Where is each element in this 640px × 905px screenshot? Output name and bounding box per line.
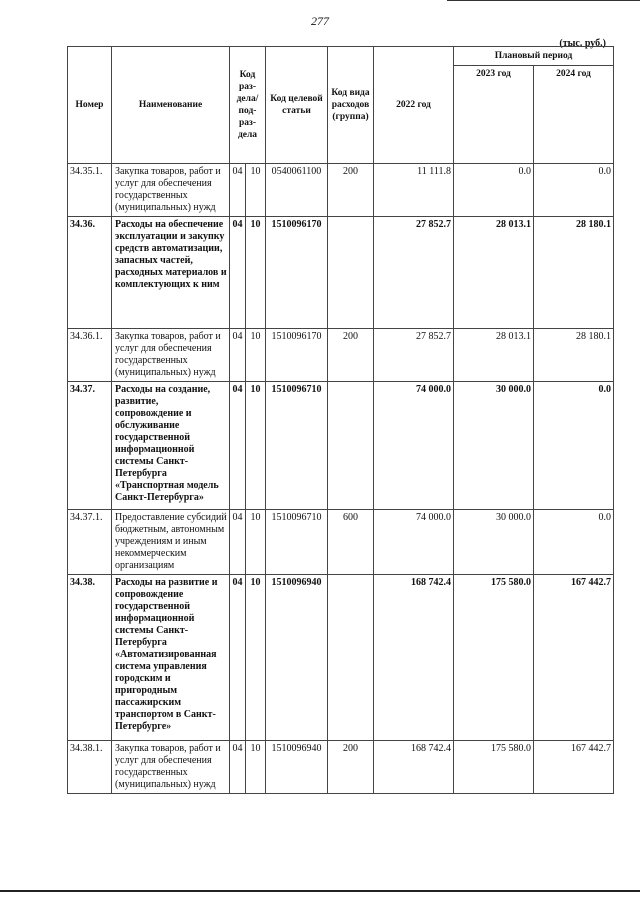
header-expense: Код вида расходов (группа) [328, 47, 374, 164]
row-number: 34.37.1. [68, 510, 112, 575]
header-name: Наименование [112, 47, 230, 164]
row-number: 34.35.1. [68, 164, 112, 217]
row-target: 1510096170 [266, 329, 328, 382]
row-section: 04 [230, 575, 246, 741]
row-target: 1510096940 [266, 741, 328, 794]
row-amount-2024: 0.0 [534, 382, 614, 510]
row-number: 34.38.1. [68, 741, 112, 794]
row-amount-2024: 167 442.7 [534, 741, 614, 794]
row-amount-2024: 0.0 [534, 164, 614, 217]
row-number: 34.36.1. [68, 329, 112, 382]
table-row [68, 164, 614, 217]
row-section: 04 [230, 329, 246, 382]
page-number: 277 [311, 14, 329, 28]
row-name: Расходы на обеспечение эксплуатации и закупку средств автоматизации, запасных частей, расходных материалов и комплектующих к ним [112, 217, 230, 329]
header-section: Код раз-дела/ под-раз-дела [230, 47, 266, 164]
budget-table [67, 46, 614, 794]
row-subsection: 10 [246, 741, 266, 794]
row-target: 0540061100 [266, 164, 328, 217]
row-amount-2022: 74 000.0 [374, 382, 454, 510]
header-2022: 2022 год [374, 47, 454, 164]
table-row [68, 217, 614, 329]
header-2024: 2024 год [534, 66, 614, 164]
table-row [68, 575, 614, 741]
table-row [68, 382, 614, 510]
row-amount-2023: 0.0 [454, 164, 534, 217]
row-amount-2022: 27 852.7 [374, 217, 454, 329]
row-amount-2024: 167 442.7 [534, 575, 614, 741]
row-amount-2022: 74 000.0 [374, 510, 454, 575]
row-amount-2022: 168 742.4 [374, 575, 454, 741]
row-name: Закупка товаров, работ и услуг для обеспечения государственных (муниципальных) нужд [112, 741, 230, 794]
row-number: 34.36. [68, 217, 112, 329]
row-subsection: 10 [246, 217, 266, 329]
row-amount-2023: 175 580.0 [454, 741, 534, 794]
row-expense-type: 200 [328, 741, 374, 794]
table-row [68, 741, 614, 794]
row-subsection: 10 [246, 382, 266, 510]
row-expense-type [328, 575, 374, 741]
row-expense-type [328, 382, 374, 510]
row-section: 04 [230, 164, 246, 217]
row-amount-2022: 168 742.4 [374, 741, 454, 794]
row-subsection: 10 [246, 329, 266, 382]
row-amount-2023: 175 580.0 [454, 575, 534, 741]
row-section: 04 [230, 382, 246, 510]
bottom-rule [0, 890, 640, 892]
row-name: Закупка товаров, работ и услуг для обеспечения государственных (муниципальных) нужд [112, 164, 230, 217]
table-row [68, 510, 614, 575]
row-amount-2023: 28 013.1 [454, 217, 534, 329]
header-number: Номер [68, 47, 112, 164]
row-amount-2022: 11 111.8 [374, 164, 454, 217]
row-target: 1510096940 [266, 575, 328, 741]
row-section: 04 [230, 741, 246, 794]
units-label: (тыс. руб.) [559, 38, 606, 49]
row-name: Расходы на развитие и сопровождение государственной информационной системы Санкт-Петербурга «Автоматизированная система управления городским и пригородным пассажирским транспортом в Санкт-Петербурге» [112, 575, 230, 741]
table-row [68, 329, 614, 382]
row-target: 1510096710 [266, 510, 328, 575]
header-target: Код целевой статьи [266, 47, 328, 164]
row-number: 34.37. [68, 382, 112, 510]
top-rule [447, 0, 640, 1]
row-expense-type: 600 [328, 510, 374, 575]
row-expense-type [328, 217, 374, 329]
row-name: Расходы на создание, развитие, сопровождение и обслуживание государственной информационной системы Санкт-Петербурга «Транспортная модель Санкт-Петербурга» [112, 382, 230, 510]
row-expense-type: 200 [328, 164, 374, 217]
row-amount-2023: 28 013.1 [454, 329, 534, 382]
row-amount-2024: 28 180.1 [534, 217, 614, 329]
row-subsection: 10 [246, 164, 266, 217]
header-planned: Плановый период [454, 47, 614, 66]
header-2023: 2023 год [454, 66, 534, 164]
row-amount-2023: 30 000.0 [454, 382, 534, 510]
row-target: 1510096710 [266, 382, 328, 510]
row-amount-2024: 0.0 [534, 510, 614, 575]
row-amount-2023: 30 000.0 [454, 510, 534, 575]
row-target: 1510096170 [266, 217, 328, 329]
row-section: 04 [230, 217, 246, 329]
row-amount-2024: 28 180.1 [534, 329, 614, 382]
row-subsection: 10 [246, 510, 266, 575]
row-name: Предоставление субсидий бюджетным, автономным учреждениям и иным некоммерческим организациям [112, 510, 230, 575]
row-amount-2022: 27 852.7 [374, 329, 454, 382]
row-section: 04 [230, 510, 246, 575]
row-expense-type: 200 [328, 329, 374, 382]
row-subsection: 10 [246, 575, 266, 741]
row-name: Закупка товаров, работ и услуг для обеспечения государственных (муниципальных) нужд [112, 329, 230, 382]
row-number: 34.38. [68, 575, 112, 741]
